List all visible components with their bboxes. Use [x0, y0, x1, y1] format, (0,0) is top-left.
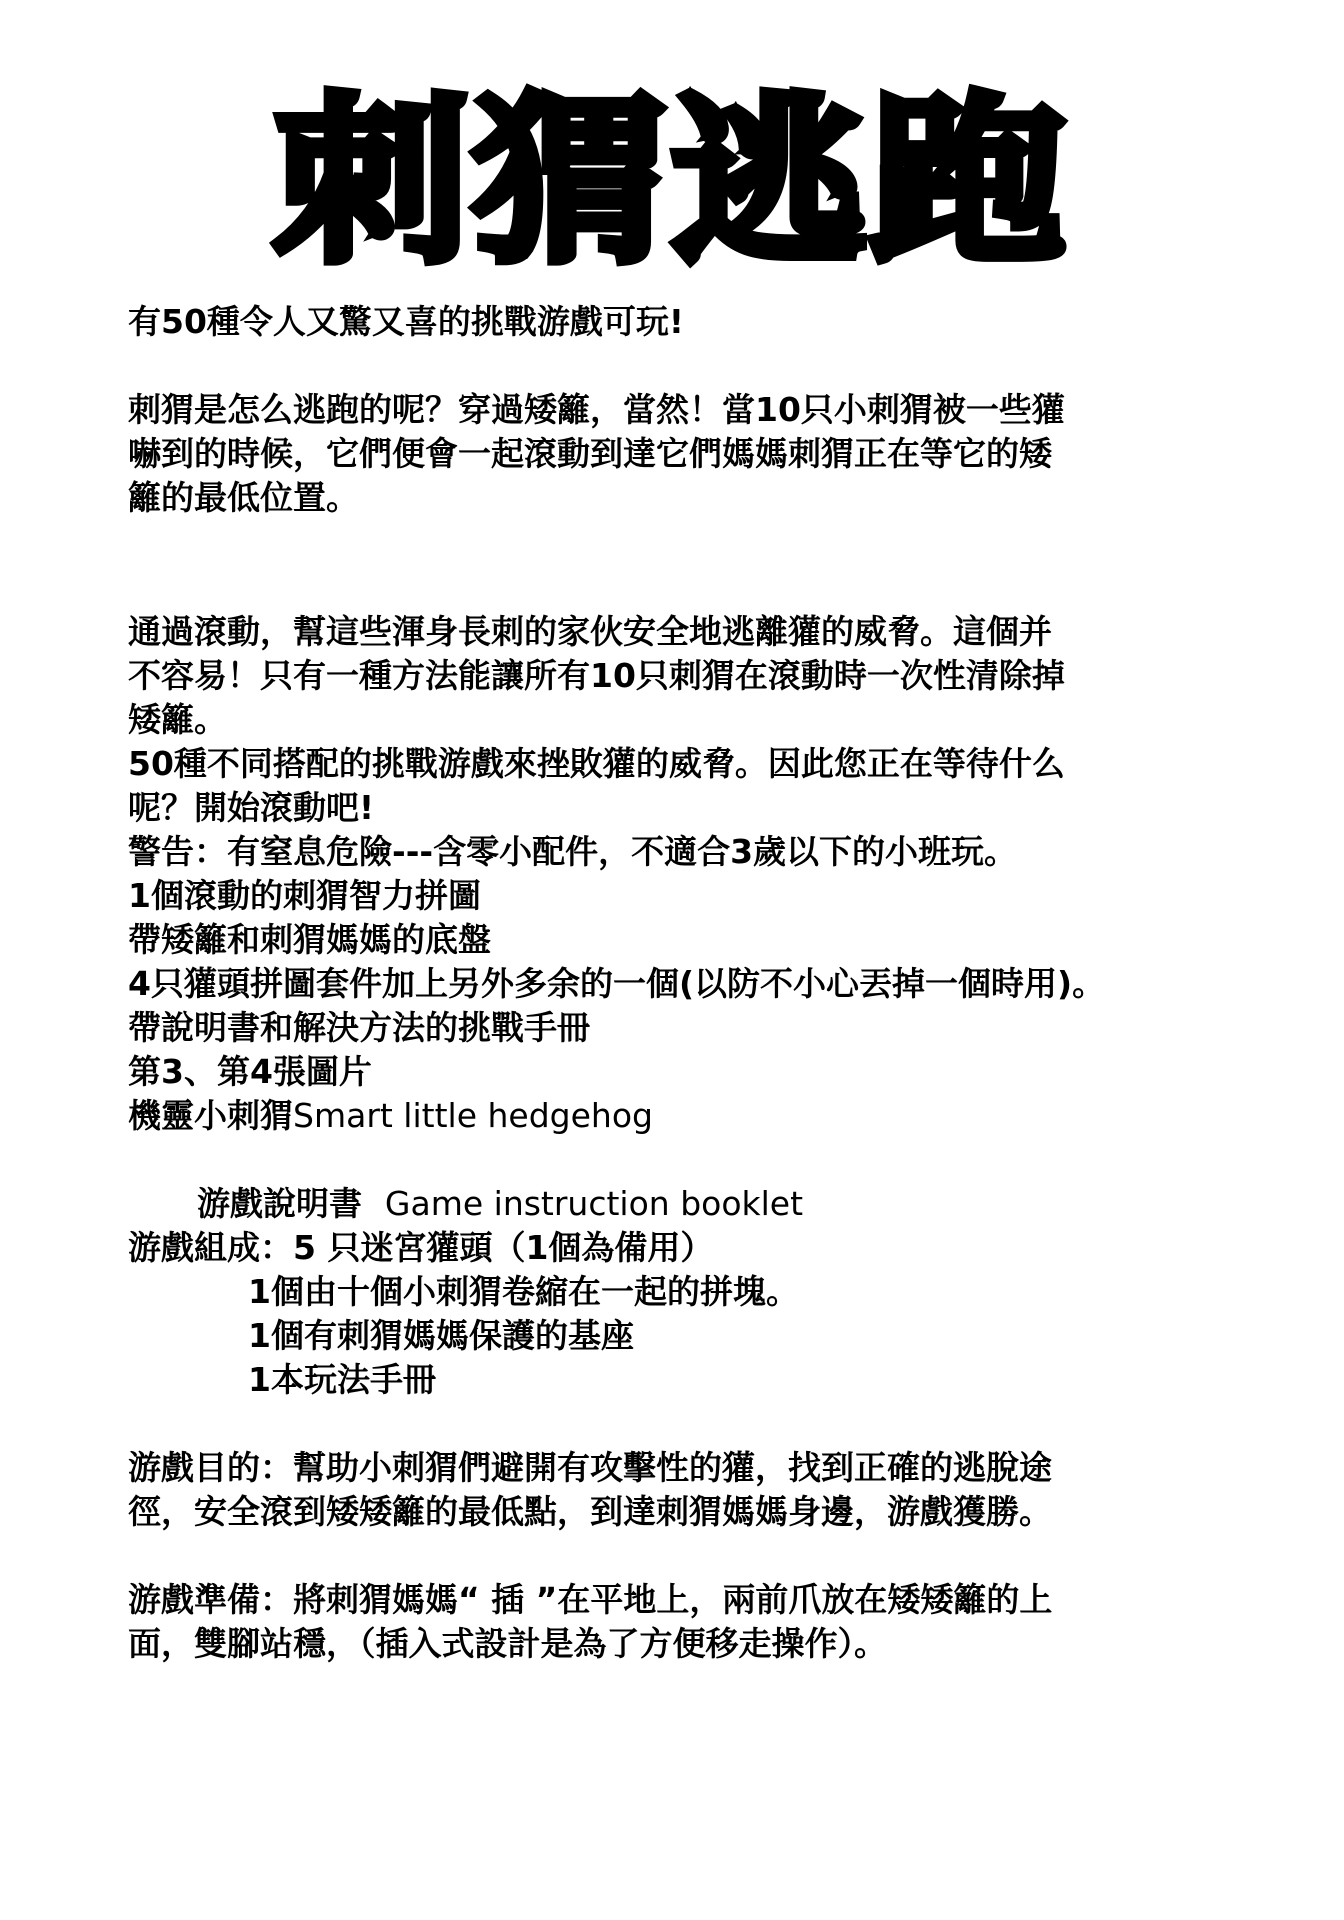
english-text: Smart little hedgehog — [293, 1096, 653, 1135]
chinese-text: 機靈小刺猬 — [128, 1096, 293, 1135]
component-item: 1個有刺猬媽媽保護的基座 — [248, 1316, 634, 1355]
paragraph-description — [128, 610, 1268, 1223]
components-heading: 游戲組成：5 只迷宮獾頭（1個為備用） — [128, 1228, 714, 1267]
english-text: Game instruction booklet — [384, 1184, 804, 1223]
spacer — [128, 1534, 1268, 1578]
bilingual-line — [128, 1094, 1268, 1138]
text-line: 4只獾頭拼圖套件加上另外多余的一個(以防不小心丟掉一個時用)。 — [128, 964, 1106, 1003]
text-line: 籬的最低位置。 — [128, 478, 359, 517]
text-line: 徑，安全滾到矮矮籬的最低點，到達刺猬媽媽身邊，游戲獲勝。 — [128, 1492, 1052, 1531]
text-line: 面，雙腳站穩，（插入式設計是為了方便移走操作）。 — [128, 1624, 887, 1663]
paragraph-how-escape — [128, 388, 1268, 520]
text-line: 刺猬是怎么逃跑的呢？穿過矮籬，當然！當10只小刺猬被一些獾 — [128, 390, 1065, 429]
document-body — [128, 300, 1268, 1666]
text-line: 呢？開始滾動吧! — [128, 788, 375, 827]
text-line: 游戲目的：幫助小刺猬們避開有攻擊性的獾，找到正確的逃脫途 — [128, 1448, 1052, 1487]
section-preparation — [128, 1578, 1268, 1666]
text-line: 第3、第4張圖片 — [128, 1052, 372, 1091]
text-line: 嚇到的時候，它們便會一起滾動到達它們媽媽刺猬正在等它的矮 — [128, 434, 1052, 473]
text-line: 帶說明書和解決方法的挑戰手冊 — [128, 1008, 590, 1047]
component-item: 1個由十個小刺猬卷縮在一起的拼塊。 — [248, 1272, 799, 1311]
spacer — [128, 1402, 1268, 1446]
intro-line: 有50種令人又驚又喜的挑戰游戲可玩! — [128, 302, 684, 341]
text-line: 通過滾動，幫這些渾身長刺的家伙安全地逃離獾的威脅。這個并 — [128, 612, 1052, 651]
text-line: 帶矮籬和刺猬媽媽的底盤 — [128, 920, 491, 959]
component-item: 1本玩法手冊 — [248, 1360, 436, 1399]
text-line: 不容易！只有一種方法能讓所有10只刺猬在滾動時一次性清除掉 — [128, 656, 1065, 695]
warning-line: 警告：有窒息危險---含零小配件，不適合3歲以下的小班玩。 — [128, 832, 1018, 871]
chinese-text: 游戲說明書 — [196, 1184, 385, 1223]
text-line: 矮籬。 — [128, 700, 227, 739]
spacer — [128, 344, 1268, 388]
spacer — [128, 520, 1268, 610]
bilingual-line — [128, 1138, 1268, 1223]
section-components — [128, 1226, 1268, 1402]
text-line: 游戲準備：將刺猬媽媽“ 插 ”在平地上，兩前爪放在矮矮籬的上 — [128, 1580, 1053, 1619]
section-objective — [128, 1446, 1268, 1534]
text-line: 1個滾動的刺猬智力拼圖 — [128, 876, 481, 915]
text-line: 50種不同搭配的挑戰游戲來挫敗獾的威脅。因此您正在等待什么 — [128, 744, 1065, 783]
page-title: 刺猬逃跑 — [274, 78, 1070, 287]
